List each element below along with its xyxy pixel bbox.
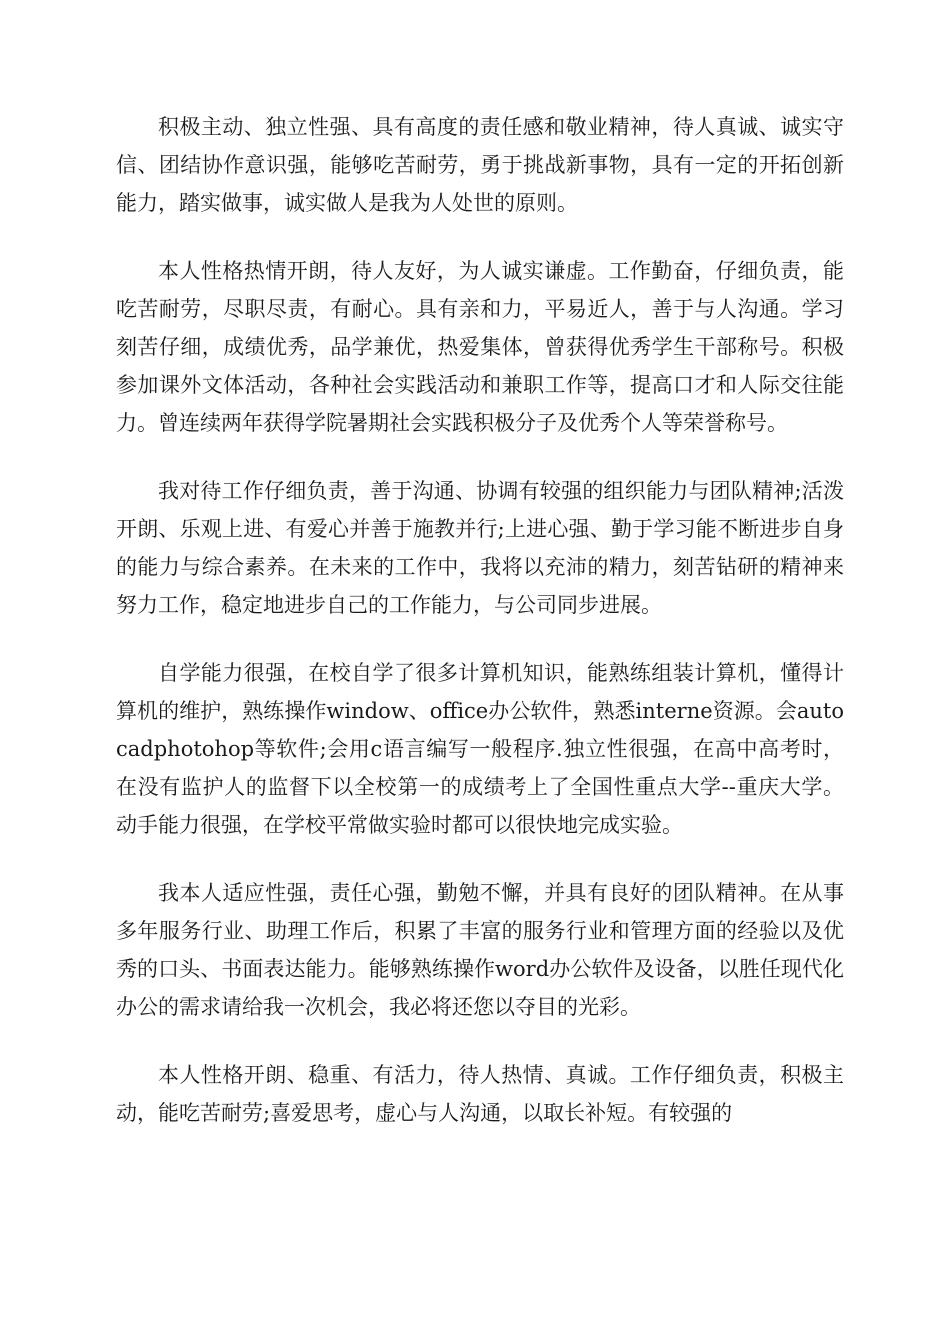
- paragraph-2: 本人性格热情开朗，待人友好，为人诚实谦虚。工作勤奋，仔细负责，能吃苦耐劳，尽职尽责，有耐心。具有亲和力，平易近人，善于与人沟通。学习刻苦仔细，成绩优秀，品学兼优，热爱集体，曾获得优秀学生干部称号。积极参加课外文体活动，各种社会实践活动和兼职工作等，提高口才和人际交往能力。曾连续两年获得学院暑期社会实践积极分子及优秀个人等荣誉称号。: [116, 259, 844, 435]
- paragraph-5: 我本人适应性强，责任心强，勤勉不懈，并具有良好的团队精神。在从事多年服务行业、助理工作后，积累了丰富的服务行业和管理方面的经验以及优秀的口头、书面表达能力。能够熟练操作word办公软件及设备，以胜任现代化办公的需求请给我一次机会，我必将还您以夺目的光彩。: [116, 881, 844, 1019]
- paragraph-4: 自学能力很强，在校自学了很多计算机知识，能熟练组装计算机，懂得计算机的维护，熟练操作window、office办公软件，熟悉interne资源。会autocadphotohop等软件;会用c语言编写一般程序.独立性很强，在高中高考时，在没有监护人的监督下以全校第一的成绩考上了全国性重点大学--重庆大学。动手能力很强，在学校平常做实验时都可以很快地完成实验。: [116, 661, 844, 837]
- document-body: [116, 108, 844, 1162]
- paragraph-1: 积极主动、独立性强、具有高度的责任感和敬业精神，待人真诚、诚实守信、团结协作意识强，能够吃苦耐劳，勇于挑战新事物，具有一定的开拓创新能力，踏实做事，诚实做人是我为人处世的原则。: [116, 115, 844, 215]
- paragraph-6: 本人性格开朗、稳重、有活力，待人热情、真诚。工作仔细负责，积极主动，能吃苦耐劳;喜爱思考，虚心与人沟通，以取长补短。有较强的: [116, 1063, 844, 1125]
- paragraph-3: 我对待工作仔细负责，善于沟通、协调有较强的组织能力与团队精神;活泼开朗、乐观上进、有爱心并善于施教并行;上进心强、勤于学习能不断进步自身的能力与综合素养。在未来的工作中，我将以充沛的精力，刻苦钻研的精神来努力工作，稳定地进步自己的工作能力，与公司同步进展。: [116, 479, 844, 617]
